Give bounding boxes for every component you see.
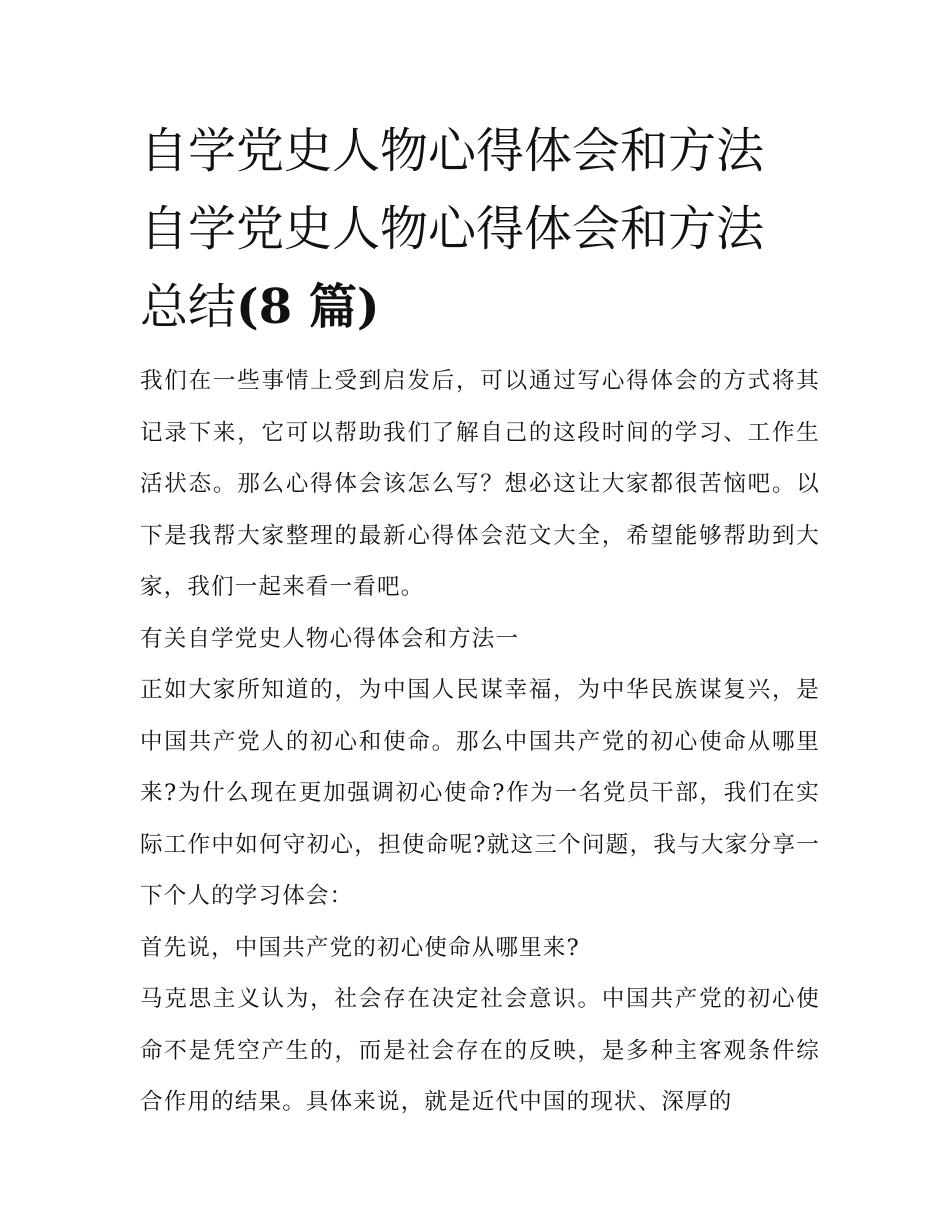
title-line-1: 自学党史人物心得体会和方法 [140,123,765,179]
section-heading-1: 有关自学党史人物心得体会和方法一 [140,625,520,652]
body-paragraph-1: 正如大家所知道的，为中国人民谋幸福，为中华民族谋复兴，是中国共产党人的初心和使命。那么中国共产党的初心使命从哪里来?为什么现在更加强调初心使命?作为一名党员干部，我们在实际工作中如何守初心，担使命呢?就这三个问题，我与大家分享一下个人的学习体会： [140,677,820,909]
body-paragraph-2: 首先说，中国共产党的初心使命从哪里来? [140,934,580,961]
title-line-2: 自学党史人物心得体会和方法 [140,201,765,257]
title-line-3 [140,268,820,346]
title-count: (8 篇) [236,279,380,335]
document-page [140,112,820,1129]
document-body [140,356,820,1129]
body-paragraph-3: 马克思主义认为，社会存在决定社会意识。中国共产党的初心使命不是凭空产生的，而是社会存在的反映，是多种主客观条件综合作用的结果。具体来说，就是近代中国的现状、深厚的 [140,986,820,1115]
intro-paragraph: 我们在一些事情上受到启发后，可以通过写心得体会的方式将其记录下来，它可以帮助我们了解自己的这段时间的学习、工作生活状态。那么心得体会该怎么写？想必这让大家都很苦恼吧。以下是我帮大家整理的最新心得体会范文大全，希望能够帮助到大家，我们一起来看一看吧。 [140,368,820,600]
title-line-3-text: 总结 [140,279,237,335]
document-title [140,112,820,346]
